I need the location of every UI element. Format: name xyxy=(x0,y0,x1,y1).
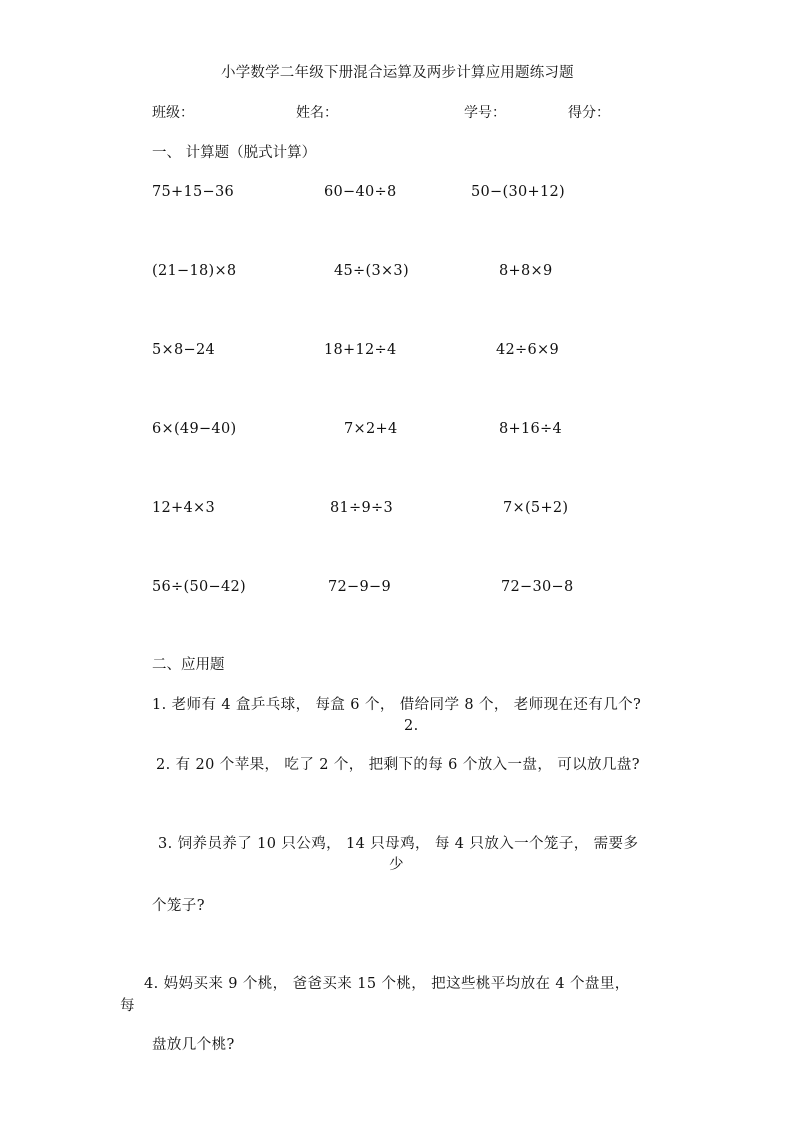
calc-expression: 18+12÷4 xyxy=(324,342,397,358)
calc-expression: 75+15−36 xyxy=(152,184,235,200)
calc-expression: 50−(30+12) xyxy=(471,184,565,200)
word-problem-4: 4. 妈妈买来 9 个桃， 爸爸买来 15 个桃， 把这些桃平均放在 4 个盘里， xyxy=(144,976,630,992)
word-problem-4-tail: 每 xyxy=(120,998,135,1014)
student-id-label: 学号： xyxy=(464,105,506,121)
word-problem-1-tail: 2. xyxy=(404,718,419,734)
word-problem-3-continuation: 个笼子? xyxy=(152,898,205,914)
calc-expression: 7×2+4 xyxy=(344,421,398,437)
calc-expression: 12+4×3 xyxy=(152,500,216,516)
calc-expression: 42÷6×9 xyxy=(496,342,560,358)
section1-heading: 一、 计算题（脱式计算） xyxy=(152,145,317,161)
score-label: 得分： xyxy=(568,105,610,121)
calc-expression: 56÷(50−42) xyxy=(152,579,246,595)
class-label: 班级： xyxy=(152,105,194,121)
calc-expression: 5×8−24 xyxy=(152,342,216,358)
name-label: 姓名： xyxy=(296,105,338,121)
word-problem-1: 1. 老师有 4 盒乒乓球， 每盒 6 个， 借给同学 8 个， 老师现在还有几个? xyxy=(152,697,642,713)
calc-expression: 8+8×9 xyxy=(499,263,553,279)
calc-expression: 72−30−8 xyxy=(501,579,574,595)
word-problem-2: 2. 有 20 个苹果， 吃了 2 个， 把剩下的每 6 个放入一盘， 可以放几盘? xyxy=(156,757,640,773)
calc-expression: 60−40÷8 xyxy=(324,184,397,200)
worksheet-title: 小学数学二年级下册混合运算及两步计算应用题练习题 xyxy=(221,65,574,81)
calc-expression: 72−9−9 xyxy=(328,579,392,595)
word-problem-4-continuation: 盘放几个桃? xyxy=(152,1037,235,1053)
calc-expression: 6×(49−40) xyxy=(152,421,237,437)
section2-heading: 二、应用题 xyxy=(152,657,225,673)
calc-expression: 81÷9÷3 xyxy=(330,500,394,516)
calc-expression: 45÷(3×3) xyxy=(334,263,409,279)
word-problem-3: 3. 饲养员养了 10 只公鸡， 14 只母鸡， 每 4 只放入一个笼子， 需要多 xyxy=(158,836,639,852)
calc-expression: 7×(5+2) xyxy=(503,500,569,516)
calc-expression: (21−18)×8 xyxy=(152,263,237,279)
word-problem-3-tail: 少 xyxy=(389,857,404,873)
calc-expression: 8+16÷4 xyxy=(499,421,563,437)
